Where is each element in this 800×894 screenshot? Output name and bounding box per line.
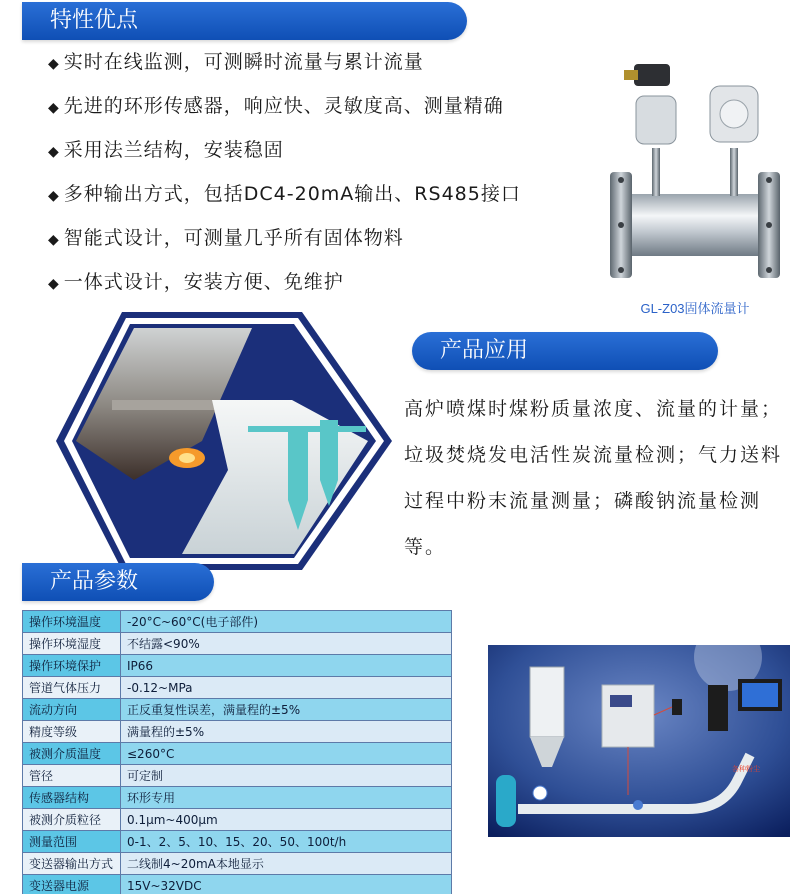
spec-row [23,699,452,721]
feature-text: 智能式设计，可测量几乎所有固体物料 [63,227,404,249]
spec-row [23,655,452,677]
spec-key: 操作环境保护 [23,655,121,677]
spec-key: 传感器结构 [23,787,121,809]
feature-text: 先进的环形传感器，响应快、灵敏度高、测量精确 [63,95,504,117]
params-header: 产品参数 [22,563,214,601]
diamond-bullet-icon: ◆ [48,56,60,72]
spec-row [23,611,452,633]
diamond-bullet-icon: ◆ [48,100,60,116]
spec-row [23,677,452,699]
diagram-label-dust: 各种粉尘 [732,765,760,773]
spec-key: 操作环境温度 [23,611,121,633]
spec-key: 测量范围 [23,831,121,853]
system-diagram [488,645,790,837]
spec-key: 流动方向 [23,699,121,721]
flowmeter-product-image [600,56,790,286]
spec-row [23,853,452,875]
spec-key: 被测介质粒径 [23,809,121,831]
features-header: 特性优点 [22,2,467,40]
feature-item [48,128,608,172]
feature-item [48,84,608,128]
spec-key: 管道气体压力 [23,677,121,699]
spec-value: 可定制 [121,765,452,787]
spec-value: ≤260°C [121,743,452,765]
spec-value: -20°C~60°C(电子部件) [121,611,452,633]
spec-value: 正反重复性误差，满量程的±5% [121,699,452,721]
spec-key: 精度等级 [23,721,121,743]
spec-row [23,633,452,655]
spec-value: IP66 [121,655,452,677]
spec-value: 不结露<90% [121,633,452,655]
spec-key: 操作环境湿度 [23,633,121,655]
spec-value: 二线制4~20mA本地显示 [121,853,452,875]
spec-key: 被测介质温度 [23,743,121,765]
spec-key: 变送器输出方式 [23,853,121,875]
spec-value: 满量程的±5% [121,721,452,743]
spec-value: 环形专用 [121,787,452,809]
feature-item [48,216,608,260]
spec-value: 0.1μm~400μm [121,809,452,831]
spec-table [22,610,452,894]
spec-value: 0-1、2、5、10、15、20、50、100t/h [121,831,452,853]
diamond-bullet-icon: ◆ [48,276,60,292]
feature-item [48,40,608,84]
spec-row [23,875,452,894]
diamond-bullet-icon: ◆ [48,144,60,160]
spec-row [23,787,452,809]
features-list [48,40,608,304]
application-description: 高炉喷煤时煤粉质量浓度、流量的计量；垃圾焚烧发电活性炭流量检测；气力送料过程中粉末流量测量；磷酸钠流量检测等。 [404,398,783,558]
spec-row [23,765,452,787]
feature-text: 实时在线监测，可测瞬时流量与累计流量 [63,51,424,73]
product-caption: GL-Z03固体流量计 [640,301,750,316]
application-photo-collage [52,310,397,572]
feature-text: 多种输出方式，包括DC4-20mA输出、RS485接口 [63,183,521,205]
spec-value: 15V~32VDC [121,875,452,894]
application-header: 产品应用 [412,332,718,370]
feature-text: 采用法兰结构，安装稳固 [63,139,284,161]
spec-row [23,831,452,853]
feature-item [48,172,608,216]
feature-text: 一体式设计，安装方便、免维护 [63,271,344,293]
spec-row [23,721,452,743]
spec-value: -0.12~MPa [121,677,452,699]
spec-row [23,743,452,765]
spec-row [23,809,452,831]
spec-key: 变送器电源 [23,875,121,894]
feature-item [48,260,608,304]
diamond-bullet-icon: ◆ [48,188,60,204]
diamond-bullet-icon: ◆ [48,232,60,248]
spec-key: 管径 [23,765,121,787]
